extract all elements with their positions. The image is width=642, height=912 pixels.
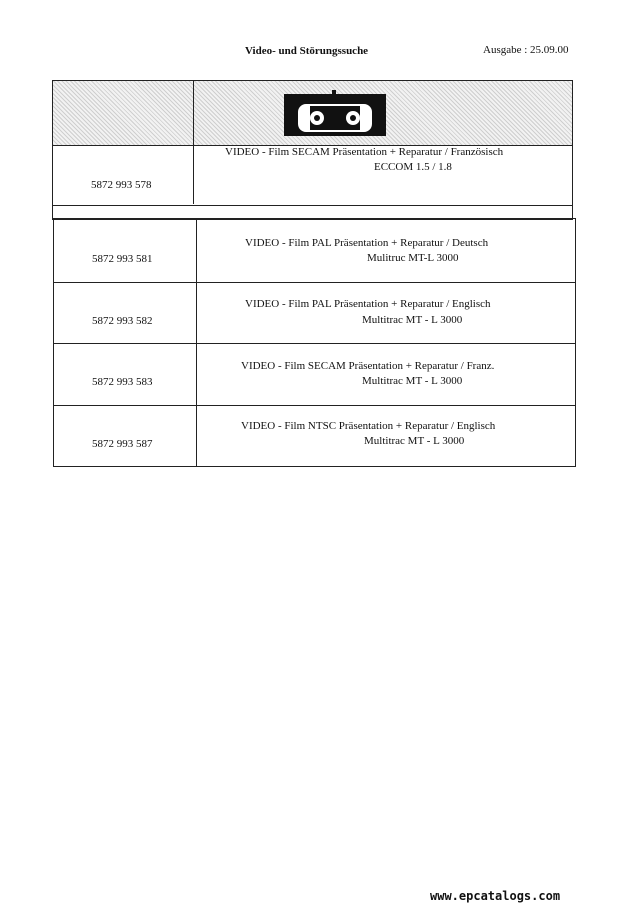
page-title: Video- und Störungssuche: [245, 45, 369, 57]
part-number: 5872 993 583: [92, 376, 153, 388]
description-line1: VIDEO - Film SECAM Präsentation + Reparatur / Französisch: [225, 146, 504, 158]
description-line2: Multitrac MT - L 3000: [364, 435, 465, 447]
description-line2: Mulitruc MT-L 3000: [367, 252, 459, 264]
description-line1: VIDEO - Film SECAM Präsentation + Reparatur / Franz.: [241, 360, 495, 372]
description-line1: VIDEO - Film PAL Präsentation + Reparatur / Deutsch: [245, 237, 489, 249]
part-number: 5872 993 582: [92, 315, 153, 327]
description-line1: VIDEO - Film PAL Präsentation + Reparatur / Englisch: [245, 298, 491, 310]
description-line2: ECCOM 1.5 / 1.8: [374, 161, 452, 173]
header-hatch-left: [53, 81, 193, 145]
part-number: 5872 993 578: [91, 179, 152, 191]
description-line1: VIDEO - Film NTSC Präsentation + Reparatur / Englisch: [241, 420, 496, 432]
video-cassette-icon: [284, 90, 386, 136]
table-bottom: [53, 218, 576, 467]
description-line2: Multitrac MT - L 3000: [362, 314, 463, 326]
description-line2: Multitrac MT - L 3000: [362, 375, 463, 387]
issue-date: Ausgabe : 25.09.00: [483, 44, 569, 56]
part-number: 5872 993 587: [92, 438, 153, 450]
footer-watermark: www.epcatalogs.com: [430, 889, 561, 903]
part-number: 5872 993 581: [92, 253, 153, 265]
